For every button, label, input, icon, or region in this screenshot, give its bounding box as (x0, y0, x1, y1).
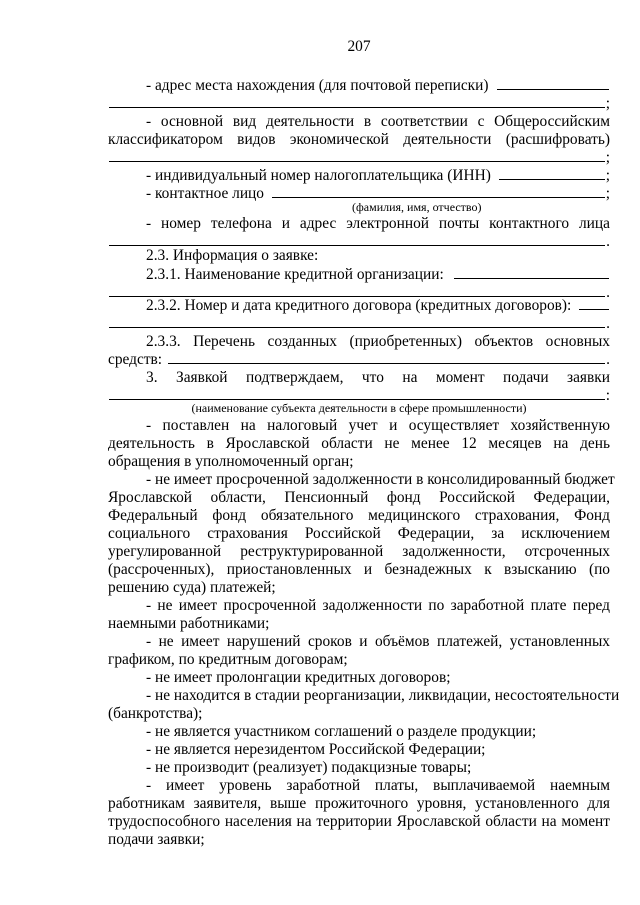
condition-text: графиком, по кредитным договорам; (108, 651, 348, 668)
condition-text: - не производит (реализует) подакцизные товары; (146, 759, 472, 776)
blank-line[interactable] (499, 166, 605, 180)
condition-text: - не имеет пролонгации кредитных договоров; (146, 669, 451, 686)
blank-line[interactable] (454, 265, 609, 279)
condition-text: работникам заявителя, выше прожиточного уровня, установленного для (108, 795, 610, 812)
postal-address-continuation: ; (108, 94, 610, 113)
confirmation-heading: 3. Заявкой подтверждаем, что на момент подачи заявки (146, 369, 610, 386)
condition-text: - имеет уровень заработной платы, выплачиваемой наемным (146, 777, 610, 794)
condition-text: трудоспособного населения на территории Ярославской области на момент (108, 813, 610, 830)
phone-email-field: . (108, 232, 610, 251)
condition-text: - не имеет просроченной задолженности по заработной плате перед (146, 597, 610, 614)
blank-line[interactable] (109, 283, 605, 297)
contact-person-field: - контактное лицо ; (146, 185, 610, 202)
condition-text: подачи заявки; (108, 831, 205, 848)
credit-agreement-continuation: . (108, 314, 610, 333)
blank-line[interactable] (109, 232, 605, 246)
blank-line[interactable] (579, 296, 609, 310)
entity-name-field: : (108, 386, 610, 405)
condition-text: урегулированной реструктурированной задолженности, отсроченных (108, 543, 610, 560)
activity-field: ; (108, 148, 610, 167)
condition-text: социального страхования Российской Федерации, за исключением (108, 525, 610, 542)
blank-line[interactable] (168, 350, 605, 364)
condition-text: - не имеет просроченной задолженности в консолидированный бюджет (146, 471, 615, 488)
condition-text: - не является нерезидентом Российской Федерации; (146, 741, 486, 758)
entity-name-hint: (наименование субъекта деятельности в сфере промышленности) (191, 401, 527, 415)
section-2-3-heading: 2.3. Информация о заявке: (146, 247, 319, 264)
activity-line-2: классификатором видов экономической деятельности (расшифровать) (108, 131, 610, 148)
postal-address-field: - адрес места нахождения (для почтовой переписки) (108, 76, 610, 95)
condition-text: - не является участником соглашений о разделе продукции; (146, 723, 537, 740)
blank-line[interactable] (109, 314, 605, 328)
condition-text: Федеральный фонд обязательного медицинского страхования, Фонд (108, 507, 610, 524)
condition-text: обращения в уполномоченный орган; (108, 453, 354, 470)
activity-line-1: - основной вид деятельности в соответствии с Общероссийским (146, 113, 610, 130)
credit-agreement-field: 2.3.2. Номер и дата кредитного договора (кредитных договоров): (108, 296, 610, 315)
fixed-assets-field: средств: . (108, 351, 610, 368)
page-number: 207 (347, 38, 371, 55)
blank-line[interactable] (109, 386, 605, 400)
blank-line[interactable] (109, 94, 605, 108)
condition-text: - поставлен на налоговый учет и осуществляет хозяйственную (146, 417, 610, 434)
condition-text: - не имеет нарушений сроков и объёмов платежей, установленных (146, 633, 610, 650)
fixed-assets-label: 2.3.3. Перечень созданных (приобретенных) объектов основных (146, 333, 610, 350)
bank-name-field: 2.3.1. Наименование кредитной организации: (108, 265, 610, 284)
phone-email-label: - номер телефона и адрес электронной почты контактного лица (146, 215, 610, 232)
condition-text: деятельность в Ярославской области не менее 12 месяцев на день (108, 435, 610, 452)
condition-text: наемными работниками; (108, 615, 270, 632)
inn-field: - индивидуальный номер налогоплательщика (ИНН) ; (146, 167, 610, 184)
blank-line[interactable] (497, 76, 609, 90)
condition-text: (банкротства); (108, 705, 203, 722)
blank-line[interactable] (272, 184, 605, 198)
blank-line[interactable] (109, 148, 605, 162)
condition-text: (рассроченных), приостановленных и безнадежных к взысканию (по (108, 561, 610, 578)
condition-text: - не находится в стадии реорганизации, ликвидации, несостоятельности (146, 687, 620, 704)
condition-text: решению суда) платежей; (108, 579, 276, 596)
contact-person-hint: (фамилия, имя, отчество) (352, 200, 482, 214)
bank-name-continuation: . (108, 283, 610, 302)
condition-text: Ярославской области, Пенсионный фонд Российской Федерации, (108, 489, 610, 506)
